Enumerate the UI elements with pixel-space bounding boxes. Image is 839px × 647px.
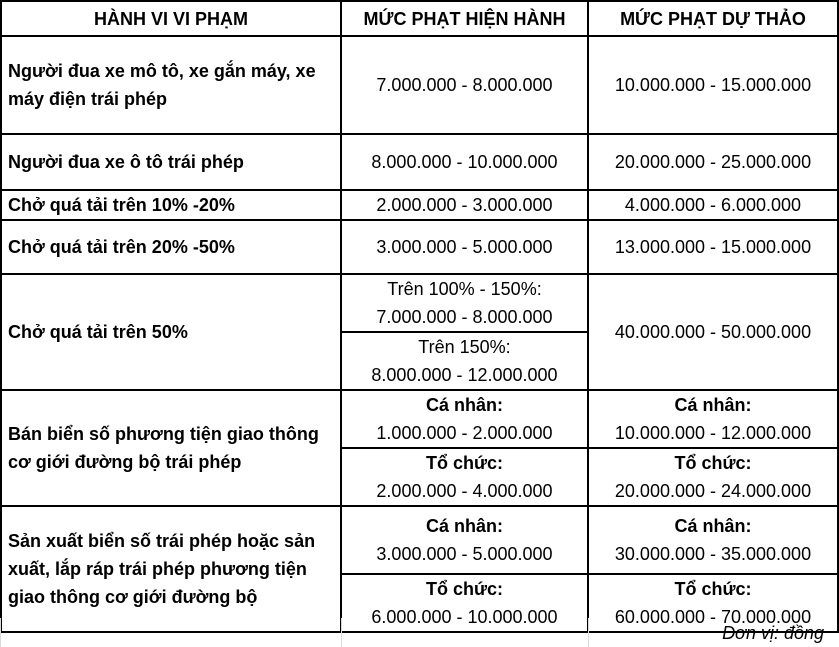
footer-row (0, 618, 838, 647)
unit-note: Đơn vị: đồng (722, 623, 824, 643)
sub-label: Cá nhân: (674, 516, 752, 536)
table-row (1, 36, 838, 134)
draft-fine-subcell (588, 390, 838, 448)
violation-cell: Sản xuất biển số trái phép hoặc sản xuất, lắp ráp trái phép phương tiện giao thông cơ giới đường bộ (1, 506, 341, 632)
sub-value: 20.000.000 - 24.000.000 (614, 481, 812, 501)
grid-line (588, 618, 589, 647)
current-fine-cell: 3.000.000 - 5.000.000 (341, 220, 588, 274)
violation-cell: Người đua xe ô tô trái phép (1, 134, 341, 190)
sub-value: 60.000.000 - 70.000.000 (614, 607, 812, 627)
table-row (1, 134, 838, 190)
header-draft: MỨC PHẠT DỰ THẢO (588, 1, 838, 36)
sub-label: Cá nhân: (425, 395, 503, 415)
sub-value: 30.000.000 - 35.000.000 (614, 544, 812, 564)
violation-cell: Người đua xe mô tô, xe gắn máy, xe máy điện trái phép (1, 36, 341, 134)
header-violation: HÀNH VI VI PHẠM (1, 1, 341, 36)
sub-label: Cá nhân: (674, 395, 752, 415)
draft-fine-subcell (588, 448, 838, 506)
header-row (1, 1, 838, 36)
sub-label: Tổ chức: (674, 579, 752, 599)
sub-value: 7.000.000 - 8.000.000 (376, 307, 553, 327)
table-row (1, 190, 838, 220)
sub-label: Trên 100% - 150%: (387, 279, 542, 299)
draft-fine-cell: 20.000.000 - 25.000.000 (588, 134, 838, 190)
sub-value: 3.000.000 - 5.000.000 (376, 544, 553, 564)
violation-cell: Chở quá tải trên 50% (1, 274, 341, 390)
current-fine-subcell (341, 390, 588, 448)
draft-fine-cell: 40.000.000 - 50.000.000 (588, 274, 838, 390)
sub-value: 8.000.000 - 12.000.000 (371, 365, 558, 385)
current-fine-subcell (341, 506, 588, 574)
table-row (1, 390, 838, 448)
current-fine-cell: 2.000.000 - 3.000.000 (341, 190, 588, 220)
header-current: MỨC PHẠT HIỆN HÀNH (341, 1, 588, 36)
violation-cell: Chở quá tải trên 10% -20% (1, 190, 341, 220)
sub-label: Tổ chức: (425, 579, 504, 599)
sub-label: Trên 150%: (418, 337, 511, 357)
current-fine-cell: 8.000.000 - 10.000.000 (341, 134, 588, 190)
table-row (1, 274, 838, 332)
sub-value: 1.000.000 - 2.000.000 (376, 423, 553, 443)
sub-value: 10.000.000 - 12.000.000 (614, 423, 812, 443)
current-fine-cell: 7.000.000 - 8.000.000 (341, 36, 588, 134)
draft-fine-subcell (588, 506, 838, 574)
grid-line (341, 618, 342, 647)
violation-cell: Bán biển số phương tiện giao thông cơ giới đường bộ trái phép (1, 390, 341, 506)
draft-fine-cell: 4.000.000 - 6.000.000 (588, 190, 838, 220)
draft-fine-cell: 10.000.000 - 15.000.000 (588, 36, 838, 134)
draft-fine-cell: 13.000.000 - 15.000.000 (588, 220, 838, 274)
table-row (1, 506, 838, 574)
current-fine-subcell (341, 332, 588, 390)
sub-value: 6.000.000 - 10.000.000 (371, 607, 558, 627)
current-fine-subcell (341, 448, 588, 506)
table-row (1, 220, 838, 274)
current-fine-subcell (341, 274, 588, 332)
sub-label: Tổ chức: (425, 453, 504, 473)
sub-value: 2.000.000 - 4.000.000 (376, 481, 553, 501)
sub-label: Tổ chức: (674, 453, 752, 473)
sub-label: Cá nhân: (425, 516, 503, 536)
violation-cell: Chở quá tải trên 20% -50% (1, 220, 341, 274)
